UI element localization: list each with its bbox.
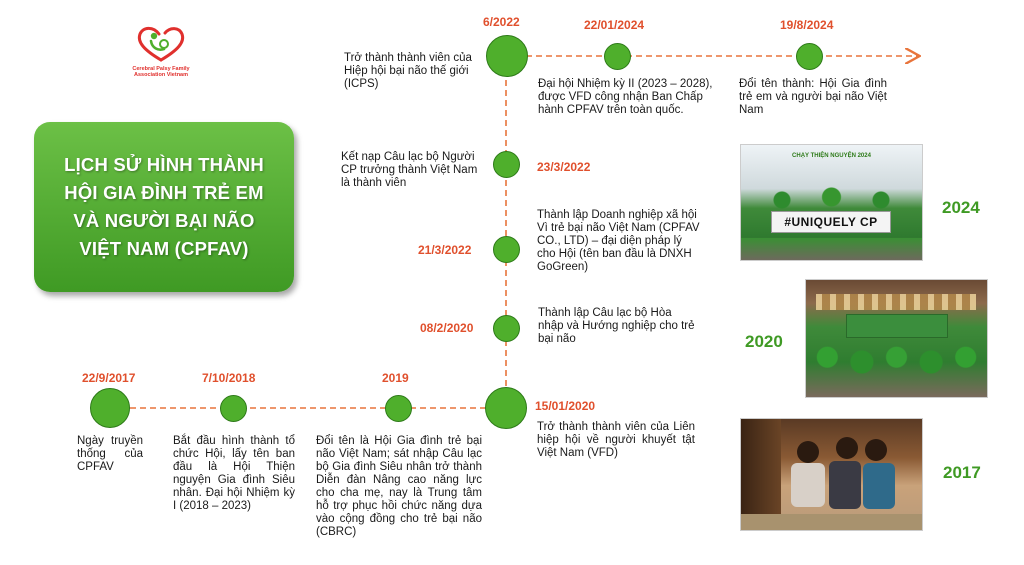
logo-text-line1: Cerebral Palsy Family <box>132 66 190 72</box>
date-2019: 2019 <box>382 371 409 385</box>
node-15-01-2020 <box>485 387 527 429</box>
date-23-3-2022: 23/3/2022 <box>537 160 591 174</box>
node-21-3-2022 <box>493 236 520 263</box>
date-22-9-2017: 22/9/2017 <box>82 371 136 385</box>
logo <box>118 24 204 84</box>
node-2019 <box>385 395 412 422</box>
year-2024-label: 2024 <box>942 198 980 217</box>
desc-22-01-2024: Đại hội Nhiệm kỳ II (2023 – 2028), được VFD công nhận Ban Chấp hành CPFAV trên toàn quốc. <box>538 78 713 116</box>
title-line-2: HỘI GIA ĐÌNH TRẺ EM <box>64 182 264 203</box>
heart-logo-icon <box>134 24 188 64</box>
date-21-3-2022: 21/3/2022 <box>418 243 472 257</box>
photo-2020 <box>805 279 988 398</box>
title-line-1: LỊCH SỬ HÌNH THÀNH <box>64 154 264 175</box>
desc-2019: Đổi tên là Hội Gia đình trẻ bại não Việt Nam; sát nhập Câu lạc bộ Gia đình Siêu nhân trở thành Diễn đàn Nâng cao năng lực cho cha mẹ, nay là Trung tâm hỗ trợ phục hồi chức năng dựa vào cộng đồng cho trẻ bại não (CBRC) <box>316 435 482 538</box>
date-7-10-2018: 7/10/2018 <box>202 371 256 385</box>
desc-7-10-2018: Bắt đầu hình thành tổ chức Hội, lấy tên ban đầu là Hội Thiện nguyện Gia đình Siêu nhân. Đại hội Nhiệm kỳ I (2018 – 2023) <box>173 435 295 512</box>
desc-22-9-2017: Ngày truyền thống của CPFAV <box>77 435 143 473</box>
node-08-2-2020 <box>493 315 520 342</box>
date-6-2022: 6/2022 <box>483 15 520 29</box>
desc-21-3-2022: Thành lập Doanh nghiệp xã hội Vì trẻ bại não Việt Nam (CPFAV CO., LTD) – đại diện pháp lý cho Hội (tên ban đầu là DNXH GoGreen) <box>537 209 700 273</box>
date-08-2-2020: 08/2/2020 <box>420 321 474 335</box>
desc-15-01-2020: Trở thành thành viên của Liên hiệp hội về người khuyết tật Việt Nam (VFD) <box>537 421 695 459</box>
date-19-8-2024: 19/8/2024 <box>780 18 834 32</box>
title-line-3: VÀ NGƯỜI BẠI NÃO <box>73 210 255 231</box>
desc-19-8-2024: Đổi tên thành: Hội Gia đình trẻ em và người bại não Việt Nam <box>739 78 887 116</box>
desc-6-2022: Trở thành thành viên của Hiệp hội bại não thế giới (ICPS) <box>344 52 472 90</box>
desc-23-3-2022: Kết nạp Câu lạc bộ Người CP trưởng thành Việt Nam là thành viên <box>341 151 478 189</box>
node-2017 <box>90 388 130 428</box>
node-22-01-2024 <box>604 43 631 70</box>
node-23-3-2022 <box>493 151 520 178</box>
year-2017-label: 2017 <box>943 463 981 482</box>
year-2020-label: 2020 <box>745 332 783 351</box>
date-15-01-2020: 15/01/2020 <box>535 399 596 413</box>
photo-2024-banner: #UNIQUELY CP <box>771 211 891 233</box>
desc-08-2-2020: Thành lập Câu lạc bộ Hòa nhập và Hướng nghiệp cho trẻ bại não <box>538 307 695 345</box>
node-2018 <box>220 395 247 422</box>
date-22-01-2024: 22/01/2024 <box>584 18 645 32</box>
node-6-2022 <box>486 35 528 77</box>
logo-text-line2: Association Vietnam <box>134 72 188 78</box>
title-text <box>64 151 264 263</box>
title-line-4: VIỆT NAM (CPFAV) <box>79 238 249 259</box>
photo-2017 <box>740 418 923 531</box>
photo-2024-caption: CHẠY THIỆN NGUYỆN 2024 <box>792 153 871 159</box>
photo-2024 <box>740 144 923 261</box>
title-box <box>34 122 294 292</box>
node-19-8-2024 <box>796 43 823 70</box>
